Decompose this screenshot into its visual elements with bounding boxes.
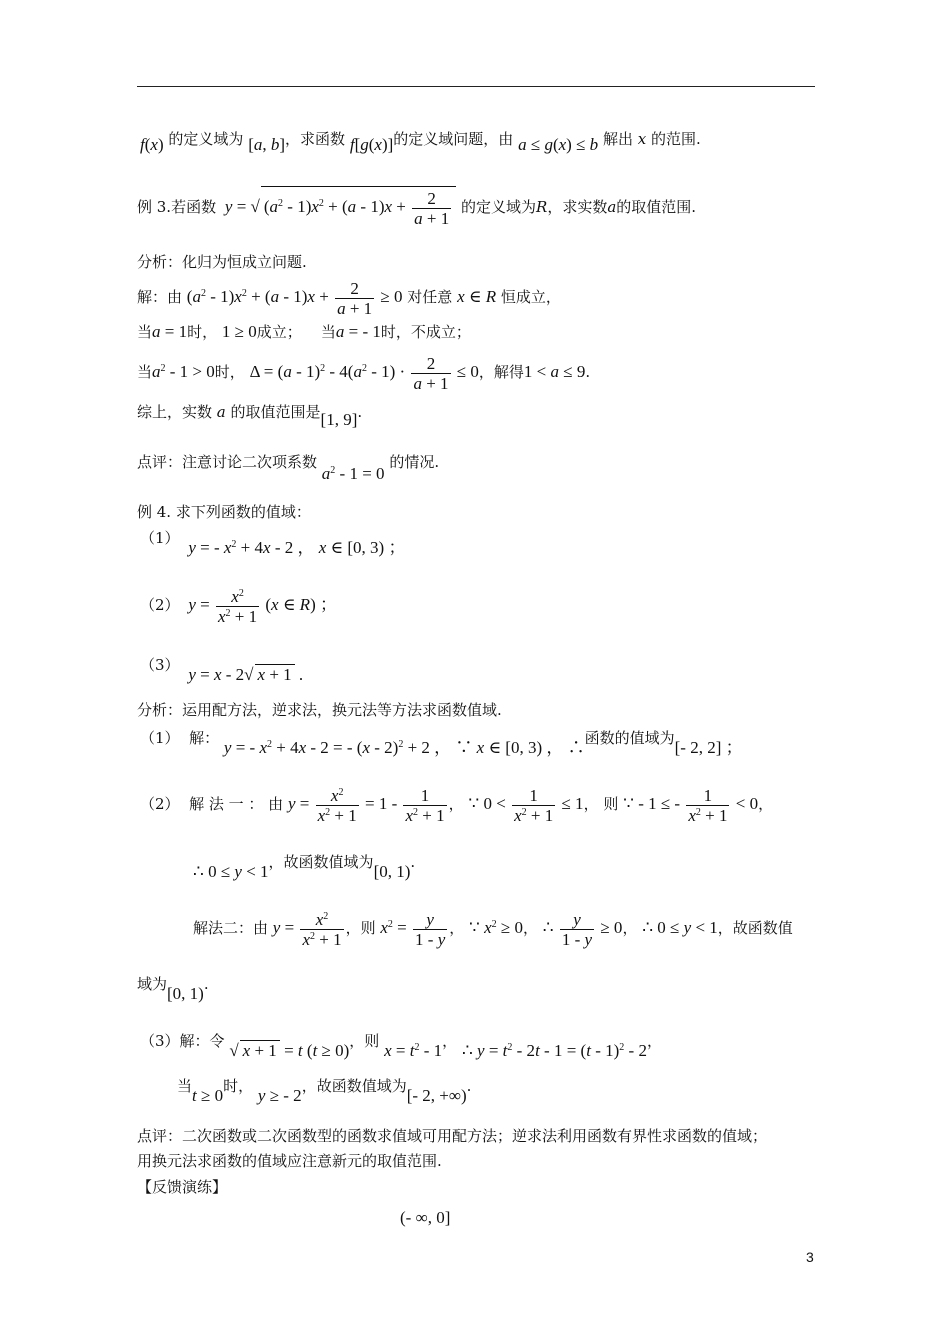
solution-4-2-method-1: （2） 解 法 一 ： 由 y = $\frac{x^2}{x^2 + 1}$ = 1 - $\frac{1}{x^2 + 1}$ ， ∵ 0 < $\frac{1}{x^2 + 1}$ ≤ 1， 则 ∵ - 1 ≤ - $\frac{1}{x^2 + 1}$ < 0， — [140, 785, 774, 825]
comment-4-line-2: 用换元法求函数的值域应注意新元的取值范围. — [137, 1152, 442, 1170]
solution-4-2-result-1: ∴ 0 ≤ y < 1，故函数值域为[0, 1). — [193, 853, 416, 881]
solution-3-line-2: 当a = 1时， 1 ≥ 0成立； 当a = - 1时，不成立； — [137, 322, 471, 341]
example-4-part-1: （1） y = - $x^2 + 4x - 2$ ， x ∈ [0, 3) ； — [140, 529, 406, 557]
example-4-part-3: （3） y = x - 2√ x + 1 . — [140, 656, 304, 684]
comment-3: 点评：注意讨论二次项系数 $a^2 - 1 = 0$ 的情况. — [137, 453, 440, 483]
example-3: 例 3.若函数 y = √ $(a^2 - 1)x^2 + (a - 1)x$ + $\frac{2}{a + 1}$ 的定义域为R，求实数a的取值范围. — [137, 186, 696, 228]
comment-4-line-1: 点评：二次函数或二次函数型的函数求值域可用配方法；逆求法利用函数有界性求函数的值域； — [137, 1127, 768, 1145]
example-4-part-2: （2） y = $\frac{x^2}{x^2 + 1}$ (x ∈ R) ； — [140, 586, 337, 626]
solution-4-1: （1） 解： y = - $x^2 + 4x - 2$ = - (x - 2)$^2$ + 2 ， ∵ x ∈ [0, 3) ， ∴函数的值域为[- 2, 2] ； — [140, 729, 743, 757]
solution-3-line-3: 当$a^2 - 1 > 0$时， $\Delta = (a - 1)^2 - 4(a^2 - 1)$ · $\frac{2}{a + 1}$ ≤ 0，解得1 < a ≤ 9. — [137, 353, 591, 393]
solution-4-3-result: 当t ≥ 0时， y ≥ - 2，故函数值域为[- 2, +∞). — [177, 1077, 472, 1105]
solution-3-line-1: 解：由 $(a^2 - 1)x^2 + (a - 1)x$ + $\frac{2}{a + 1}$ ≥ 0 对任意 x ∈ R 恒成立， — [137, 278, 561, 318]
header-rule — [137, 86, 815, 87]
solution-4-2-method-2: 解法二：由 y = $\frac{x^2}{x^2 + 1}$ ，则 $x^2$ = $\frac{y}{1 - y}$ ， ∵ $x^2 \ge 0$， ∴ $\frac{y}{1 - y}$ ≥ 0， ∴ 0 ≤ y < 1，故函数值 — [193, 909, 793, 949]
analysis-4: 分析：运用配方法，逆求法，换元法等方法求函数值域. — [137, 701, 502, 719]
example-4-title: 例 4. 求下列函数的值域： — [137, 503, 311, 521]
intro-line: f(x) 的定义域为 [a, b]，求函数 f[g(x)]的定义域问题，由 a ≤ g(x) ≤ b 解出 x 的范围. — [140, 130, 701, 154]
solution-4-3: （3）解：令 √ x + 1 = t (t ≥ 0)，则 $x = t^2 - 1$， ∴ $y = t^2 - 2t - 1 = (t - 1)^2 - 2$， — [140, 1032, 662, 1060]
analysis-3: 分析：化归为恒成立问题. — [137, 253, 307, 271]
feedback-answer: (- ∞, 0] — [400, 1208, 451, 1227]
feedback-title: 【反馈演练】 — [137, 1178, 228, 1196]
solution-3-conclusion: 综上，实数 a 的取值范围是[1, 9]. — [137, 403, 363, 429]
solution-4-2-result-2: 域为[0, 1). — [137, 975, 209, 1003]
page-number: 3 — [806, 1249, 814, 1265]
